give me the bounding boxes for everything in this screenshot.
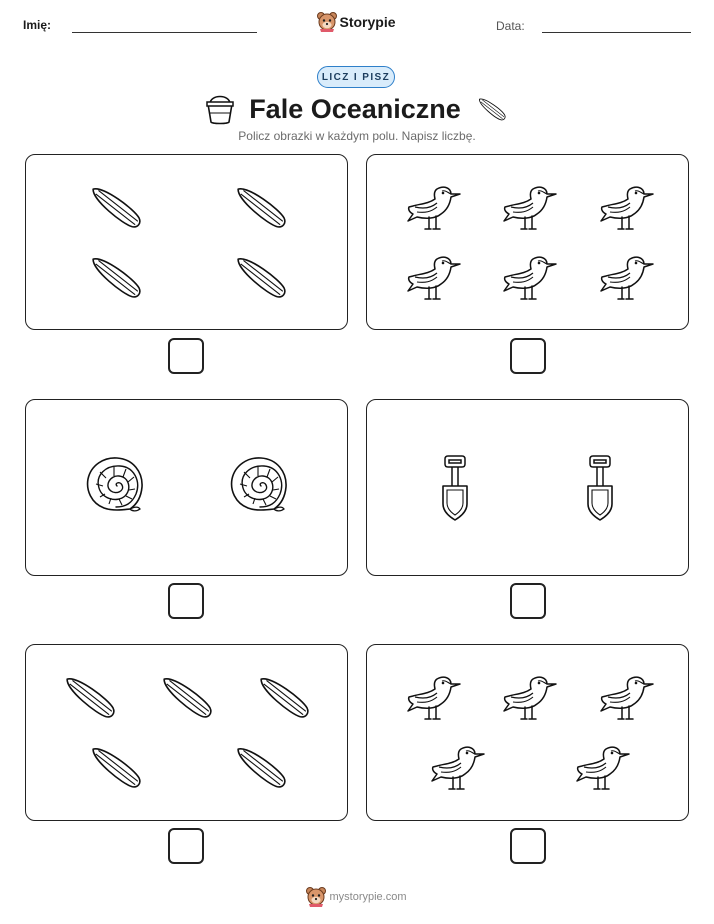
footer-url: mystorypie.com <box>329 891 407 903</box>
panel-1-pictures <box>26 155 349 331</box>
brand-name: Storypie <box>339 14 396 30</box>
seagull-icon <box>432 747 484 789</box>
panel-4-pictures <box>367 400 690 577</box>
surfboard-icon <box>88 743 143 791</box>
seagull-icon <box>601 187 653 229</box>
count-panel-1 <box>25 154 348 330</box>
footer <box>0 887 714 907</box>
surfboard-icon <box>233 183 288 231</box>
panel-5-pictures <box>26 645 349 822</box>
page-title: Fale Oceaniczne <box>249 93 461 124</box>
activity-badge: LICZ I PISZ <box>317 66 395 88</box>
date-label: Data: <box>496 19 525 33</box>
answer-box-4[interactable] <box>510 583 546 619</box>
surfboard-icon <box>88 183 143 231</box>
shovel-icon <box>443 456 467 520</box>
bear-icon <box>318 12 336 32</box>
seagull-icon <box>504 257 556 299</box>
surfboard-icon <box>256 673 311 721</box>
surfboard-icon <box>233 743 288 791</box>
answer-box-1[interactable] <box>168 338 204 374</box>
seagull-icon <box>408 257 460 299</box>
date-field[interactable] <box>542 32 691 33</box>
brand <box>0 12 714 37</box>
count-panel-2 <box>366 154 689 330</box>
answer-box-3[interactable] <box>168 583 204 619</box>
seagull-icon <box>408 677 460 719</box>
panel-6-pictures <box>367 645 690 822</box>
seagull-icon <box>601 257 653 299</box>
instruction: Policz obrazki w każdym polu. Napisz liczbę. <box>238 129 476 143</box>
seashell-icon <box>88 458 142 511</box>
bucket-icon <box>205 93 235 125</box>
seagull-icon <box>504 677 556 719</box>
answer-box-2[interactable] <box>510 338 546 374</box>
title-row <box>0 90 714 128</box>
surfboard-icon <box>159 673 214 721</box>
panel-2-pictures <box>367 155 690 331</box>
surfboard-icon <box>475 92 509 126</box>
seagull-icon <box>408 187 460 229</box>
count-panel-5 <box>25 644 348 821</box>
seagull-icon <box>577 747 629 789</box>
answer-box-6[interactable] <box>510 828 546 864</box>
bear-icon <box>307 887 325 907</box>
count-panel-3 <box>25 399 348 576</box>
seagull-icon <box>601 677 653 719</box>
count-panel-6 <box>366 644 689 821</box>
surfboard-icon <box>233 253 288 301</box>
seagull-icon <box>504 187 556 229</box>
name-label: Imię: <box>23 18 52 32</box>
panel-3-pictures <box>26 400 349 577</box>
shovel-icon <box>588 456 612 520</box>
seashell-icon <box>232 458 286 511</box>
surfboard-icon <box>88 253 143 301</box>
count-panel-4 <box>366 399 689 576</box>
answer-box-5[interactable] <box>168 828 204 864</box>
surfboard-icon <box>62 673 117 721</box>
